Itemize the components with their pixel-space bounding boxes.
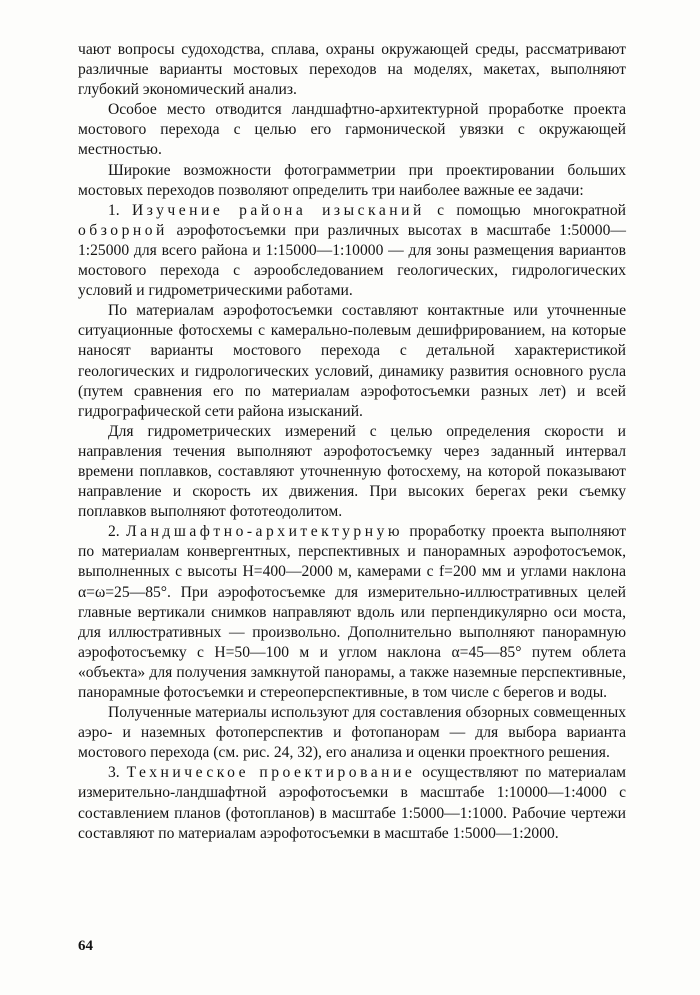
paragraph: Широкие возможности фотограмметрии при проектировании больших мостовых переходов позволяют определить три наиболее важные ее задачи: [78,161,626,199]
paragraph: Для гидрометрических измерений с целью определения скорости и направления течения выполняют аэрофотосъемку через заданный интервал времени поплавков, составляют уточненную фотосхему, на которой показывают направление и скорость их движения. При высоких берегах реки съемку поплавков выполняют фототеодолитом. [78,422,626,521]
item-number: 3. [108,764,127,782]
body-text [78,40,626,844]
paragraph-text: проработку проекта выполняют по материалам конвергентных, перспективных и панорамных аэрофотосъемок, выполненных с высоты H=400—2000 м, камерами с f=200 мм и углами наклона α=ω=25—85°. При аэрофотосъемке для измерительно-иллюстративных целей главные вертикали снимков направляют вдоль или перпендикулярно оси моста, для иллюстративных — произвольно. Дополнительно выполняют панорамную аэрофотосъемку с H=50—100 м и углом наклона α=45—85° путем облета «объекта» для получения замкнутой панорамы, а также наземные перспективные, панорамные фотосъемки и стереоперспективные, в том числе с берегов и воды. [78,523,627,701]
paragraph-text: осуществляют по материалам измерительно-ландшафтной аэрофотосъемки в масштабе 1:10000—1:4000 с составлением планов (фотопланов) в масштабе 1:5000—1:1000. Рабочие чертежи составляют по материалам аэрофотосъемки в масштабе 1:5000—1:2000. [78,764,627,842]
paragraph: По материалам аэрофотосъемки составляют контактные или уточненные ситуационные фотосхемы с камерально-полевым дешифрированием, на которые наносят варианты мостового перехода с детальной характеристикой геологических и гидрологических условий, динамику развития основного русла (путем сравнения его по материалам аэрофотосъемки разных лет) и всей гидрографической сети района изысканий. [78,302,626,420]
paragraph-task-1 [78,201,626,301]
page-number: 64 [78,938,93,954]
paragraph-text: аэрофотосъемки при различных высотах в масштабе 1:50000—1:25000 для всего района и 1:15000—1:10000 — для зоны размещения вариантов мостового перехода с аэрообследованием геологических, гидрологических условий и гидрометрическими работами. [78,221,626,300]
spaced-term: Ландшафтно-архитектурную [126,523,404,541]
paragraph: чают вопросы судоходства, сплава, охраны окружающей среды, рассматривают различные варианты мостовых переходов на моделях, макетах, выполняют глубокий экономический анализ. [78,41,626,99]
paragraph: Полученные материалы используют для составления обзорных совмещенных аэро- и наземных фотоперспектив и фотопанорам — для выбора варианта мостового перехода (см. рис. 24, 32), его анализа и оценки проектного решения. [78,704,626,762]
item-number: 1. [108,201,133,219]
paragraph-task-3 [78,763,626,843]
spaced-term: Техническое проектирование [126,764,416,782]
paragraph: Особое место отводится ландшафтно-архитектурной проработке проекта мостового перехода с целью его гармонической увязки с окружающей местностью. [78,101,626,159]
paragraph-task-2 [78,522,626,703]
item-number: 2. [108,523,127,541]
spaced-term: Изучение района изысканий [132,201,425,219]
spaced-term: обзорной [78,221,168,239]
paragraph-text: с помощью многократной [424,201,627,219]
